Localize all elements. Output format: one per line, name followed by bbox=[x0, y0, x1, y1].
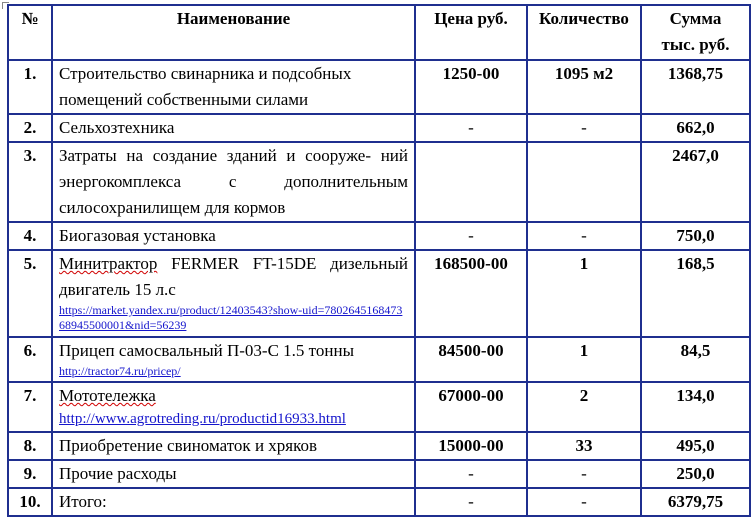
product-link[interactable]: https://market.yandex.ru/product/12403543?show-uid=780264516847368945500001&nid=56239 bbox=[59, 303, 403, 332]
table-row bbox=[8, 114, 750, 142]
row-price: 67000-00 bbox=[415, 382, 527, 432]
row-name-first-word: Минитрактор bbox=[59, 254, 158, 273]
row-qty: 1 bbox=[527, 337, 641, 382]
row-name-rest: FERMER FT-15DE дизельный двигатель 15 л.с bbox=[59, 254, 408, 299]
row-number: 4. bbox=[8, 222, 52, 250]
row-name-text: Прицеп самосвальный П-03-С 1.5 тонны bbox=[59, 341, 355, 360]
row-name: Строительство свинарника и подсобных помещений собственными силами bbox=[52, 60, 415, 114]
row-price: - bbox=[415, 222, 527, 250]
row-name bbox=[52, 142, 415, 222]
row-number: 6. bbox=[8, 337, 52, 382]
header-qty: Количество bbox=[527, 5, 641, 60]
header-name: Наименование bbox=[52, 5, 415, 60]
row-sum: 250,0 bbox=[641, 460, 750, 488]
row-name bbox=[52, 250, 415, 337]
row-price: - bbox=[415, 114, 527, 142]
row-qty: 1095 м2 bbox=[527, 60, 641, 114]
row-qty: - bbox=[527, 114, 641, 142]
header-sum-line2: тыс. руб. bbox=[661, 35, 730, 54]
row-number: 8. bbox=[8, 432, 52, 460]
table-row bbox=[8, 250, 750, 337]
table-row bbox=[8, 382, 750, 432]
row-sum: 6379,75 bbox=[641, 488, 750, 516]
row-name: Биогазовая установка bbox=[52, 222, 415, 250]
header-num: № bbox=[8, 5, 52, 60]
table-row bbox=[8, 60, 750, 114]
row-price: 15000-00 bbox=[415, 432, 527, 460]
header-sum bbox=[641, 5, 750, 60]
row-price: 168500-00 bbox=[415, 250, 527, 337]
row-price: 84500-00 bbox=[415, 337, 527, 382]
row-sum: 2467,0 bbox=[641, 142, 750, 222]
row-qty: 1 bbox=[527, 250, 641, 337]
row-price: - bbox=[415, 488, 527, 516]
header-price: Цена руб. bbox=[415, 5, 527, 60]
row-qty: - bbox=[527, 222, 641, 250]
row-number: 1. bbox=[8, 60, 52, 114]
row-name bbox=[52, 382, 415, 432]
row-qty: - bbox=[527, 488, 641, 516]
row-qty: 33 bbox=[527, 432, 641, 460]
row-sum: 84,5 bbox=[641, 337, 750, 382]
row-sum: 495,0 bbox=[641, 432, 750, 460]
table-row-total bbox=[8, 488, 750, 516]
row-name-part2: ний энергокомплекса с дополнительным силосохранилищем для кормов bbox=[59, 146, 408, 217]
row-name-text: Мототележка bbox=[59, 386, 156, 405]
document-table-wrapper bbox=[7, 4, 751, 517]
table-header-row bbox=[8, 5, 750, 60]
row-price bbox=[415, 142, 527, 222]
table-row bbox=[8, 432, 750, 460]
cost-table bbox=[7, 4, 751, 517]
row-number: 9. bbox=[8, 460, 52, 488]
row-name bbox=[52, 337, 415, 382]
row-name: Приобретение свиноматок и хряков bbox=[52, 432, 415, 460]
row-price: 1250-00 bbox=[415, 60, 527, 114]
row-name: Итого: bbox=[52, 488, 415, 516]
product-link[interactable]: http://www.agrotreding.ru/productid16933.html bbox=[59, 411, 346, 427]
table-row bbox=[8, 460, 750, 488]
row-sum: 1368,75 bbox=[641, 60, 750, 114]
row-name: Прочие расходы bbox=[52, 460, 415, 488]
product-link[interactable]: http://tractor74.ru/pricep/ bbox=[59, 364, 181, 378]
row-number: 5. bbox=[8, 250, 52, 337]
row-name: Сельхозтехника bbox=[52, 114, 415, 142]
row-qty bbox=[527, 142, 641, 222]
row-name-part1: Затраты на создание зданий и сооруже- bbox=[59, 146, 372, 165]
row-sum: 134,0 bbox=[641, 382, 750, 432]
row-sum: 662,0 bbox=[641, 114, 750, 142]
row-number: 7. bbox=[8, 382, 52, 432]
row-number: 3. bbox=[8, 142, 52, 222]
row-number: 10. bbox=[8, 488, 52, 516]
row-sum: 750,0 bbox=[641, 222, 750, 250]
row-qty: 2 bbox=[527, 382, 641, 432]
table-row bbox=[8, 222, 750, 250]
row-qty: - bbox=[527, 460, 641, 488]
table-row bbox=[8, 337, 750, 382]
row-number: 2. bbox=[8, 114, 52, 142]
header-sum-line1: Сумма bbox=[669, 9, 722, 28]
row-sum: 168,5 bbox=[641, 250, 750, 337]
row-price: - bbox=[415, 460, 527, 488]
table-row bbox=[8, 142, 750, 222]
